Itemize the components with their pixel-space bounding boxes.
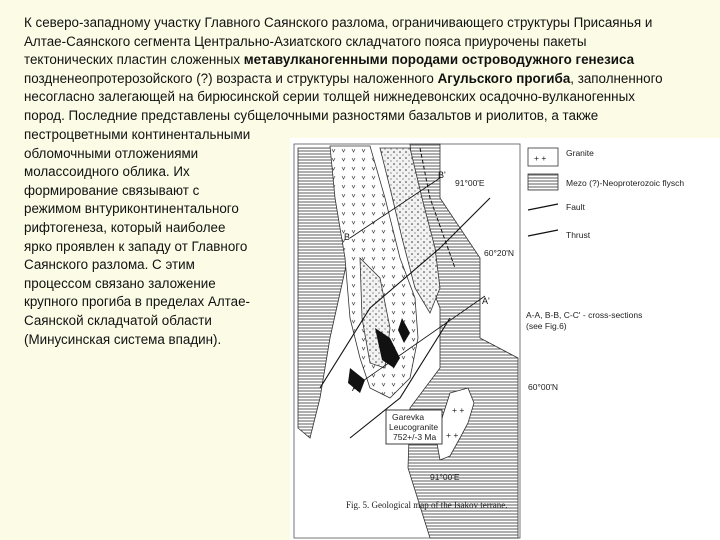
text-line: Саянского разлома. С этим — [24, 257, 195, 273]
text-line: ярко проявлен к западу от Главного — [24, 238, 248, 254]
legend-sections-note: (see Fig.6) — [526, 321, 567, 331]
text-line: Алтае-Саянского сегмента Центрально-Азиатского складчатого пояса приурочены пакеты — [24, 33, 587, 49]
legend-sections-label: A-A, B-B, C-C' - cross-sections — [526, 310, 643, 320]
label-latitude-low: 60°00'N — [528, 382, 559, 392]
geological-map — [290, 138, 720, 540]
granite-symbol: + + — [446, 430, 459, 440]
bold-term: Агульского прогиба — [437, 70, 571, 86]
text-line: К северо-западному участку Главного Саянского разлома, ограничивающего структуры Присаянья и — [24, 15, 653, 30]
label-age: 752+/-3 Ma — [393, 432, 437, 442]
legend-flysch-swatch — [528, 174, 558, 190]
text-line: режимом внтуриконтинентального — [24, 201, 239, 217]
text-line: тектонических пластин сложенных метавулканогенными породами островодужного генезиса — [24, 52, 635, 68]
label-garevka: Garevka — [392, 412, 425, 422]
left-column-text — [24, 126, 294, 349]
text-line: молассоидного облика. Их — [24, 164, 190, 180]
text-line: крупного прогиба в пределах Алтае- — [24, 294, 250, 310]
label-b: B — [344, 232, 351, 242]
label-b-prime: B' — [438, 170, 446, 180]
map-legend — [526, 148, 684, 331]
label-longitude-bottom: 91°00'E — [430, 472, 460, 482]
text-line: обломочными отложениями — [24, 145, 199, 161]
legend-flysch-label: Mezo (?)-Neoproterozoic flysch — [566, 178, 685, 188]
granite-symbol: + + — [534, 153, 547, 163]
label-a: A — [352, 383, 359, 393]
text-line: процессом связано заложение — [24, 275, 216, 291]
geological-map-figure — [290, 138, 720, 540]
figure-caption: Fig. 5. Geological map of the Isakov terrane. — [346, 500, 508, 510]
legend-fault-label: Fault — [566, 202, 585, 212]
legend-fault-swatch — [528, 204, 558, 210]
legend-thrust-label: Thrust — [566, 230, 591, 240]
label-a-prime: A' — [482, 296, 490, 306]
text-line: поздненеопротерозойского (?) возраста и структуры наложенного Агульского прогиба, заполненного — [24, 70, 663, 86]
label-latitude-mid: 60°20'N — [484, 248, 515, 258]
label-longitude-top: 91°00'E — [455, 178, 485, 188]
bold-term: метавулканогенными породами островодужного генезиса — [243, 52, 635, 68]
text-line: несогласно залегающей на бирюсинской серии толщей нижнедевонских осадочно-вулканогенных — [24, 89, 635, 105]
text-line: пород. Последние представлены субщелочными разностями базальтов и риолитов, а также — [24, 108, 599, 123]
text-line: Саянской складчатой области — [24, 312, 212, 328]
text-line: пестроцветными континентальными — [24, 127, 251, 142]
text-line: (Минусинская система впадин). — [24, 331, 222, 347]
granite-symbol: + + — [452, 405, 465, 415]
legend-granite-label: Granite — [566, 148, 594, 158]
legend-thrust-swatch — [528, 230, 558, 236]
text-line: рифтогенеза, который наиболее — [24, 219, 226, 235]
text-line: формирование связывают с — [24, 182, 200, 198]
label-leucogranite: Leucogranite — [389, 422, 439, 432]
